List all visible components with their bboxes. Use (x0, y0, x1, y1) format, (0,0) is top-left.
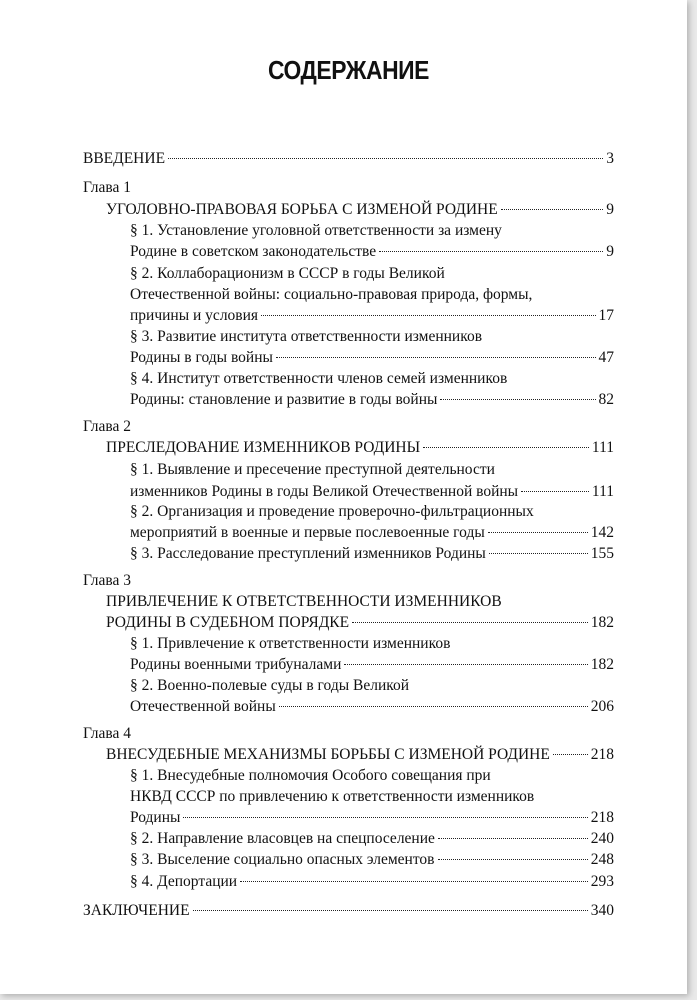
chapter-label: Глава 3 (83, 572, 132, 589)
toc-entry-chapter4: ВНЕСУДЕБНЫЕ МЕХАНИЗМЫ БОРЬБЫ С ИЗМЕНОЙ РОДИНЕ 218 (106, 746, 614, 763)
section-line: § 2. Организация и проведение проверочно-фильтрационных (130, 503, 534, 520)
toc-entry-c1-s4: Родины: становление и развитие в годы войны 82 (130, 391, 614, 408)
toc-entry-c2-s1: изменников Родины в годы Великой Отечественной войны 111 (130, 483, 614, 500)
toc-entry-c2-s3: § 3. Расследование преступлений изменников Родины 155 (130, 545, 614, 562)
section-line: § 1. Внесудебные полномочия Особого совещания при (130, 767, 491, 784)
toc-entry-c4-s1: Родины 218 (130, 809, 614, 826)
section-line: Отечественной войны: социально-правовая природа, формы, (130, 286, 533, 303)
toc-entry-c3-s2: Отечественной войны 206 (130, 698, 614, 715)
page-number: 3 (606, 150, 614, 167)
section-line: § 3. Развитие института ответственности изменников (130, 328, 483, 345)
section-line: НКВД СССР по привлечению к ответственности изменников (130, 788, 535, 805)
chapter-label: Глава 2 (83, 418, 132, 435)
toc-entry-intro: ВВЕДЕНИЕ 3 (83, 148, 614, 170)
chapter-label: Глава 1 (83, 179, 132, 196)
toc-entry-chapter3: РОДИНЫ В СУДЕБНОМ ПОРЯДКЕ 182 (106, 614, 614, 631)
toc-entry-chapter2: ПРЕСЛЕДОВАНИЕ ИЗМЕННИКОВ РОДИНЫ 111 (106, 439, 614, 456)
section-line: § 1. Выявление и пресечение преступной деятельности (130, 461, 495, 478)
section-line: § 4. Институт ответственности членов семей изменников (130, 370, 508, 387)
section-line: § 1. Установление уголовной ответственности за измену (130, 222, 502, 239)
chapter-title-line: ПРИВЛЕЧЕНИЕ К ОТВЕТСТВЕННОСТИ ИЗМЕННИКОВ (106, 593, 502, 610)
section-line: § 2. Военно-полевые суды в годы Великой (130, 677, 410, 694)
section-line: § 1. Привлечение к ответственности изменников (130, 635, 451, 652)
toc-entry-c4-s3: § 3. Выселение социально опасных элементов 248 (130, 851, 614, 868)
toc-entry-c4-s4: § 4. Депортации 293 (130, 873, 614, 890)
toc-entry-chapter1: УГОЛОВНО-ПРАВОВАЯ БОРЬБА С ИЗМЕНОЙ РОДИНЕ 9 (106, 201, 614, 218)
toc-entry-c3-s1: Родины военными трибуналами 182 (130, 656, 614, 673)
toc-entry-c1-s2: причины и условия 17 (130, 307, 614, 324)
section-line: § 2. Коллаборационизм в СССР в годы Великой (130, 265, 445, 282)
toc-entry-c1-s1: Родине в советском законодательстве 9 (130, 243, 614, 260)
page-title: СОДЕРЖАНИЕ (267, 55, 430, 85)
toc-entry-c4-s2: § 2. Направление власовцев на спецпоселение 240 (130, 830, 614, 847)
toc-entry-conclusion: ЗАКЛЮЧЕНИЕ 340 (83, 902, 614, 919)
toc-entry-c1-s3: Родины в годы войны 47 (130, 349, 614, 366)
toc-entry-c2-s2: мероприятий в военные и первые послевоенные годы 142 (130, 524, 614, 541)
chapter-label: Глава 4 (83, 725, 132, 742)
